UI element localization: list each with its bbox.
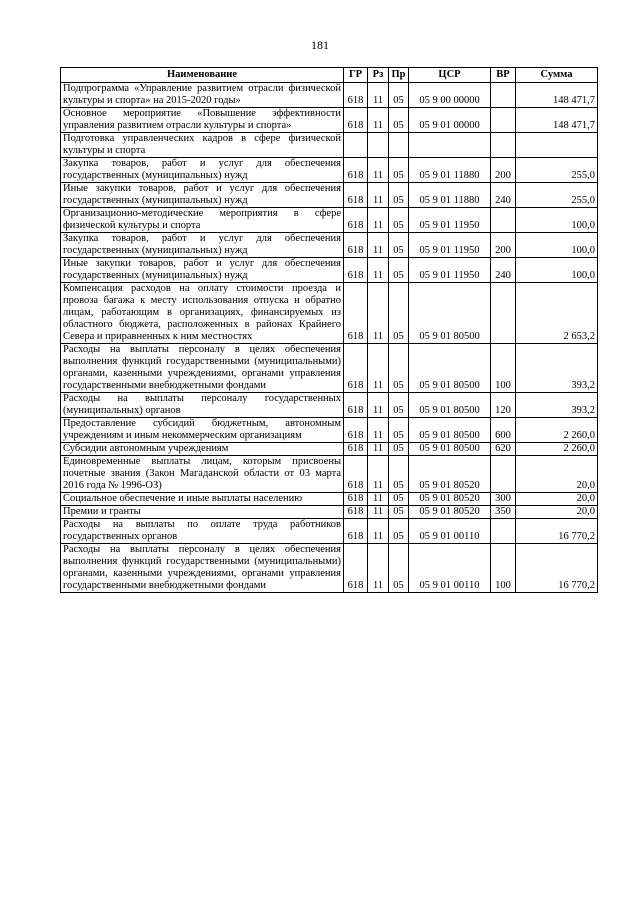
cell-csr: 05 9 01 80500	[409, 418, 491, 443]
header-sum: Сумма	[516, 68, 598, 83]
cell-pr: 05	[389, 443, 409, 456]
table-row	[61, 108, 598, 133]
table-row	[61, 133, 598, 158]
table-row	[61, 393, 598, 418]
cell-pr: 05	[389, 233, 409, 258]
table-row	[61, 158, 598, 183]
cell-gr: 618	[344, 418, 368, 443]
table-row	[61, 506, 598, 519]
cell-name: Организационно-методические мероприятия в сфере физической культуры и спорта	[61, 208, 344, 233]
cell-gr: 618	[344, 258, 368, 283]
cell-name: Премии и гранты	[61, 506, 344, 519]
cell-vr: 120	[491, 393, 516, 418]
cell-rz: 11	[368, 158, 389, 183]
table-row	[61, 83, 598, 108]
cell-sum: 20,0	[516, 456, 598, 493]
cell-vr: 300	[491, 493, 516, 506]
cell-vr: 620	[491, 443, 516, 456]
cell-pr: 05	[389, 183, 409, 208]
cell-sum: 100,0	[516, 258, 598, 283]
cell-vr	[491, 456, 516, 493]
cell-name: Основное мероприятие «Повышение эффективности управления развитием отрасли культуры и спорта»	[61, 108, 344, 133]
cell-vr: 240	[491, 258, 516, 283]
cell-sum: 20,0	[516, 506, 598, 519]
cell-vr: 100	[491, 344, 516, 393]
cell-sum: 255,0	[516, 158, 598, 183]
cell-vr: 240	[491, 183, 516, 208]
cell-gr: 618	[344, 456, 368, 493]
cell-name: Единовременные выплаты лицам, которым присвоены почетные звания (Закон Магаданской области от 03 марта 2016 года № 1996-ОЗ)	[61, 456, 344, 493]
cell-pr: 05	[389, 83, 409, 108]
cell-sum: 100,0	[516, 208, 598, 233]
cell-pr: 05	[389, 158, 409, 183]
cell-csr: 05 9 01 11880	[409, 183, 491, 208]
cell-sum: 393,2	[516, 344, 598, 393]
cell-vr: 200	[491, 158, 516, 183]
cell-rz: 11	[368, 258, 389, 283]
cell-rz: 11	[368, 456, 389, 493]
cell-sum: 16 770,2	[516, 544, 598, 593]
cell-name: Закупка товаров, работ и услуг для обеспечения государственных (муниципальных) нужд	[61, 158, 344, 183]
table-row	[61, 544, 598, 593]
cell-pr: 05	[389, 108, 409, 133]
cell-vr: 600	[491, 418, 516, 443]
cell-vr	[491, 133, 516, 158]
table-header-row	[61, 68, 598, 83]
table-row	[61, 183, 598, 208]
cell-sum: 148 471,7	[516, 83, 598, 108]
cell-csr: 05 9 01 80500	[409, 393, 491, 418]
header-pr: Пр	[389, 68, 409, 83]
cell-gr: 618	[344, 158, 368, 183]
cell-gr: 618	[344, 544, 368, 593]
cell-pr	[389, 133, 409, 158]
table-row	[61, 456, 598, 493]
cell-pr: 05	[389, 208, 409, 233]
cell-name: Компенсация расходов на оплату стоимости проезда и провоза багажа к месту использования отпуска и обратно лицам, работающим в организациях, финансируемых из областного бюджета, расположенных в районах Крайнего Севера и приравненных к ним местностях	[61, 283, 344, 344]
page-number: 181	[311, 38, 329, 52]
cell-name: Расходы на выплаты по оплате труда работников государственных органов	[61, 519, 344, 544]
cell-csr	[409, 133, 491, 158]
table-row	[61, 208, 598, 233]
cell-gr: 618	[344, 443, 368, 456]
cell-csr: 05 9 01 00110	[409, 519, 491, 544]
cell-rz: 11	[368, 418, 389, 443]
table-row	[61, 443, 598, 456]
cell-rz: 11	[368, 283, 389, 344]
cell-gr: 618	[344, 519, 368, 544]
header-rz: Рз	[368, 68, 389, 83]
cell-sum: 393,2	[516, 393, 598, 418]
cell-sum: 100,0	[516, 233, 598, 258]
cell-pr: 05	[389, 544, 409, 593]
cell-pr: 05	[389, 418, 409, 443]
cell-rz: 11	[368, 393, 389, 418]
table-row	[61, 418, 598, 443]
cell-gr: 618	[344, 233, 368, 258]
cell-csr: 05 9 01 80520	[409, 493, 491, 506]
cell-name: Предоставление субсидий бюджетным, автономным учреждениям и иным некоммерческим организациям	[61, 418, 344, 443]
cell-rz: 11	[368, 506, 389, 519]
cell-vr	[491, 108, 516, 133]
cell-gr: 618	[344, 83, 368, 108]
cell-gr: 618	[344, 393, 368, 418]
header-csr: ЦСР	[409, 68, 491, 83]
table-row	[61, 519, 598, 544]
cell-gr: 618	[344, 283, 368, 344]
cell-vr	[491, 208, 516, 233]
cell-pr: 05	[389, 506, 409, 519]
cell-csr: 05 9 01 11950	[409, 258, 491, 283]
cell-gr: 618	[344, 344, 368, 393]
cell-csr: 05 9 01 80500	[409, 344, 491, 393]
cell-csr: 05 9 01 00000	[409, 108, 491, 133]
cell-sum: 255,0	[516, 183, 598, 208]
cell-sum	[516, 133, 598, 158]
cell-sum: 2 260,0	[516, 443, 598, 456]
cell-csr: 05 9 01 11950	[409, 208, 491, 233]
cell-sum: 148 471,7	[516, 108, 598, 133]
cell-name: Подпрограмма «Управление развитием отрасли физической культуры и спорта» на 2015-2020 годы»	[61, 83, 344, 108]
cell-csr: 05 9 01 80500	[409, 443, 491, 456]
cell-csr: 05 9 01 80520	[409, 506, 491, 519]
cell-pr: 05	[389, 393, 409, 418]
cell-pr: 05	[389, 344, 409, 393]
cell-sum: 2 653,2	[516, 283, 598, 344]
cell-name: Расходы на выплаты персоналу в целях обеспечения выполнения функций государственными (муниципальными) органами, казенными учреждениями, органами управления государственными внебюджетными фондами	[61, 544, 344, 593]
cell-rz: 11	[368, 443, 389, 456]
cell-rz: 11	[368, 519, 389, 544]
cell-pr: 05	[389, 519, 409, 544]
cell-vr: 200	[491, 233, 516, 258]
cell-csr: 05 9 01 11950	[409, 233, 491, 258]
cell-rz: 11	[368, 233, 389, 258]
budget-table	[60, 67, 598, 593]
cell-vr: 350	[491, 506, 516, 519]
cell-gr: 618	[344, 506, 368, 519]
cell-name: Расходы на выплаты персоналу в целях обеспечения выполнения функций государственными (муниципальными) органами, казенными учреждениями, органами управления государственными внебюджетными фондами	[61, 344, 344, 393]
header-gr: ГР	[344, 68, 368, 83]
cell-name: Иные закупки товаров, работ и услуг для обеспечения государственных (муниципальных) нужд	[61, 183, 344, 208]
cell-pr: 05	[389, 493, 409, 506]
cell-rz: 11	[368, 208, 389, 233]
cell-vr: 100	[491, 544, 516, 593]
cell-pr: 05	[389, 456, 409, 493]
cell-gr: 618	[344, 108, 368, 133]
cell-vr	[491, 519, 516, 544]
cell-rz: 11	[368, 544, 389, 593]
cell-sum: 2 260,0	[516, 418, 598, 443]
header-vr: ВР	[491, 68, 516, 83]
cell-rz	[368, 133, 389, 158]
table-row	[61, 283, 598, 344]
table-row	[61, 258, 598, 283]
cell-name: Закупка товаров, работ и услуг для обеспечения государственных (муниципальных) нужд	[61, 233, 344, 258]
cell-csr: 05 9 00 00000	[409, 83, 491, 108]
cell-csr: 05 9 01 80520	[409, 456, 491, 493]
cell-gr: 618	[344, 183, 368, 208]
cell-rz: 11	[368, 183, 389, 208]
header-name: Наименование	[61, 68, 344, 83]
cell-name: Подготовка управленческих кадров в сфере физической культуры и спорта	[61, 133, 344, 158]
cell-name: Расходы на выплаты персоналу государственных (муниципальных) органов	[61, 393, 344, 418]
table-row	[61, 233, 598, 258]
cell-rz: 11	[368, 493, 389, 506]
cell-gr: 618	[344, 208, 368, 233]
cell-vr	[491, 283, 516, 344]
cell-csr: 05 9 01 00110	[409, 544, 491, 593]
cell-rz: 11	[368, 108, 389, 133]
cell-name: Иные закупки товаров, работ и услуг для обеспечения государственных (муниципальных) нужд	[61, 258, 344, 283]
cell-sum: 20,0	[516, 493, 598, 506]
cell-gr	[344, 133, 368, 158]
cell-rz: 11	[368, 344, 389, 393]
table-row	[61, 493, 598, 506]
cell-pr: 05	[389, 283, 409, 344]
cell-pr: 05	[389, 258, 409, 283]
cell-csr: 05 9 01 11880	[409, 158, 491, 183]
table-row	[61, 344, 598, 393]
cell-csr: 05 9 01 80500	[409, 283, 491, 344]
cell-gr: 618	[344, 493, 368, 506]
cell-name: Социальное обеспечение и иные выплаты населению	[61, 493, 344, 506]
cell-sum: 16 770,2	[516, 519, 598, 544]
cell-rz: 11	[368, 83, 389, 108]
cell-vr	[491, 83, 516, 108]
cell-name: Субсидии автономным учреждениям	[61, 443, 344, 456]
